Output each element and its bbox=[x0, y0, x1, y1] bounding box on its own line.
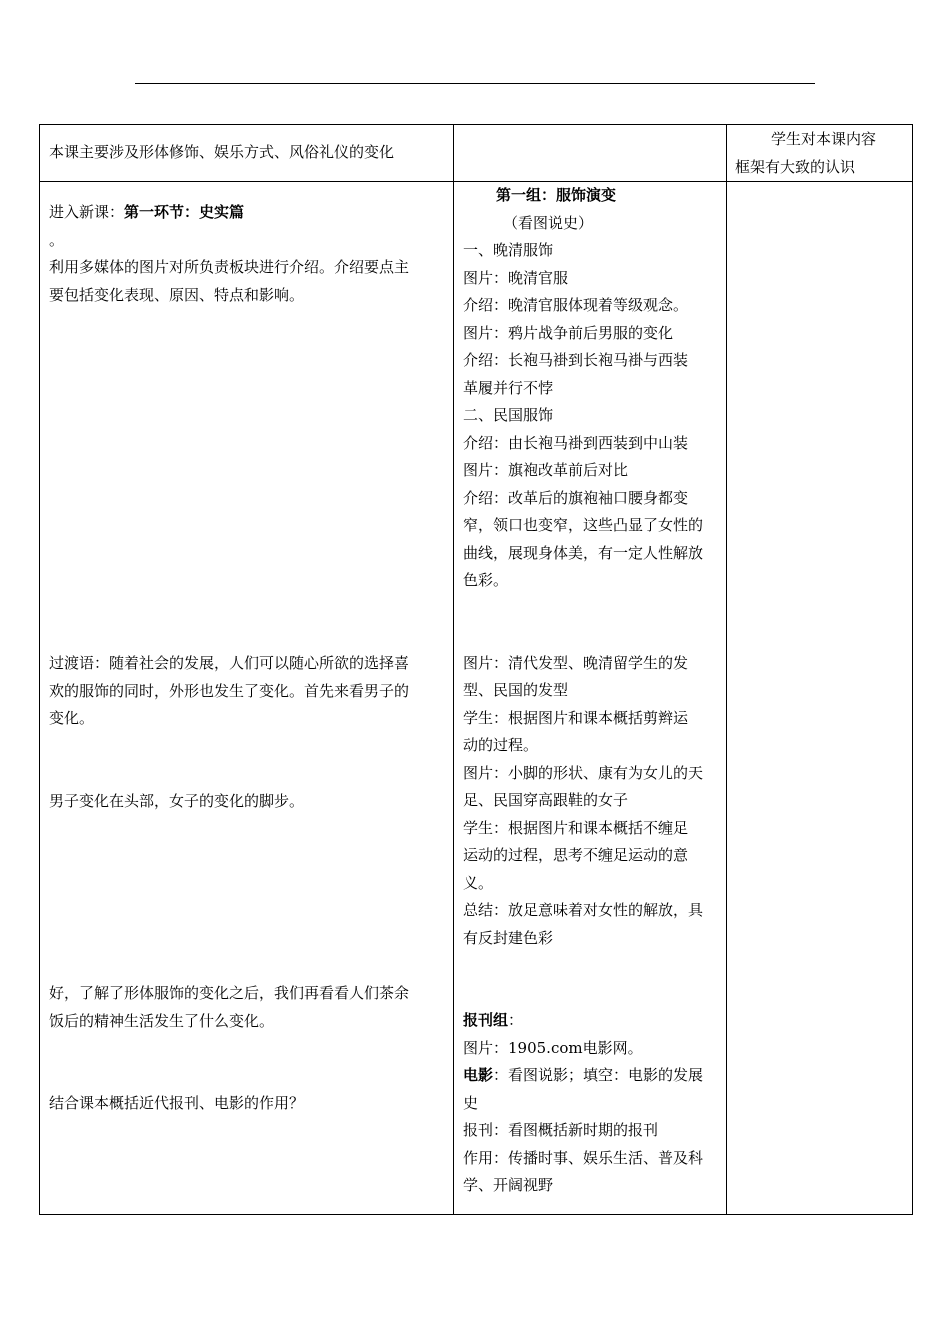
group-title: 第一组：服饰演变 bbox=[496, 186, 617, 204]
lesson-plan-table bbox=[39, 124, 913, 1215]
text-line: 报刊：看图概括新时期的报刊 bbox=[463, 1121, 659, 1139]
paragraph-line: 变化。 bbox=[49, 709, 95, 727]
text-line: 动的过程。 bbox=[463, 736, 539, 754]
empty-cell bbox=[454, 125, 727, 182]
group-subtitle: （看图说史） bbox=[503, 213, 594, 232]
goal-cell-empty bbox=[727, 182, 913, 1215]
text-line: 介绍：改革后的旗袍袖口腰身都变 bbox=[463, 488, 689, 507]
text-line: 作用：传播时事、娱乐生活、普及科 bbox=[463, 1148, 704, 1167]
text-line: 史 bbox=[463, 1093, 479, 1112]
text-line: 色彩。 bbox=[463, 571, 509, 589]
period-line: 。 bbox=[49, 230, 65, 249]
intro-prefix: 进入新课： bbox=[49, 203, 125, 221]
header-rule bbox=[135, 83, 815, 84]
goal-line: 框架有大致的认识 bbox=[735, 157, 856, 176]
hair-foot-lines bbox=[463, 650, 718, 953]
text-line: 二、民国服饰 bbox=[463, 406, 554, 424]
text-line: 足、民国穿高跟鞋的女子 bbox=[463, 791, 629, 809]
paragraph-line: 要包括变化表现、原因、特点和影响。 bbox=[49, 285, 305, 304]
text-line: 图片：鸦片战争前后男服的变化 bbox=[463, 323, 674, 342]
text-line: 窄，领口也变窄，这些凸显了女性的 bbox=[463, 516, 704, 534]
summary-cell bbox=[40, 125, 454, 182]
colon: ： bbox=[508, 1011, 524, 1029]
clothing-lines bbox=[463, 237, 718, 595]
lesson-summary: 本课主要涉及形体修饰、娱乐方式、风俗礼仪的变化 bbox=[49, 143, 395, 162]
paragraph-line: 利用多媒体的图片对所负责板块进行介绍。介绍要点主 bbox=[49, 258, 410, 276]
film-label: 电影 bbox=[463, 1066, 494, 1084]
group-title bbox=[463, 1007, 718, 1035]
paragraph-line: 好，了解了形体服饰的变化之后，我们再看看人们茶余 bbox=[49, 984, 410, 1002]
text-line: 学生：根据图片和课本概括剪辫运 bbox=[463, 708, 689, 727]
text-line: 介绍：长袍马褂到长袍马褂与西装 bbox=[463, 351, 689, 369]
text-line bbox=[463, 1062, 718, 1090]
text-line: 图片：小脚的形状、康有为女儿的天 bbox=[463, 763, 704, 782]
film-text: ：看图说影；填空：电影的发展 bbox=[493, 1066, 704, 1084]
text-line: 图片：晚清官服 bbox=[463, 268, 569, 287]
paragraph-line: 饭后的精神生活发生了什么变化。 bbox=[49, 1011, 275, 1030]
text-line: 介绍：由长袍马褂到西装到中山装 bbox=[463, 433, 689, 452]
goal-line: 学生对本课内容 bbox=[771, 130, 877, 148]
text-line: 总结：放足意味着对女性的解放，具 bbox=[463, 901, 704, 919]
text-line: 义。 bbox=[463, 873, 494, 892]
paragraph-line: 欢的服饰的同时，外形也发生了变化。首先来看男子的 bbox=[49, 681, 410, 700]
text-line: 曲线，展现身体美，有一定人性解放 bbox=[463, 543, 704, 562]
press-group-title: 报刊组 bbox=[463, 1011, 509, 1029]
paragraph-line: 结合课本概括近代报刊、电影的作用？ bbox=[49, 1094, 305, 1112]
text-line: 介绍：晚清官服体现着等级观念。 bbox=[463, 296, 689, 314]
text-line: 型、民国的发型 bbox=[463, 681, 569, 699]
teacher-activity-cell bbox=[40, 182, 454, 1215]
text-line: 学、开阔视野 bbox=[463, 1176, 554, 1194]
table-row bbox=[40, 125, 913, 182]
text-line: 图片：清代发型、晚清留学生的发 bbox=[463, 653, 689, 672]
student-activity-cell bbox=[454, 182, 727, 1215]
section-title: 第一环节：史实篇 bbox=[124, 203, 245, 221]
goal-cell bbox=[727, 125, 913, 182]
text-line: 图片：1905.com电影网。 bbox=[463, 1038, 643, 1057]
text-line: 运动的过程，思考不缠足运动的意 bbox=[463, 846, 689, 864]
text-line: 图片：旗袍改革前后对比 bbox=[463, 461, 629, 479]
paragraph-line: 过渡语：随着社会的发展，人们可以随心所欲的选择喜 bbox=[49, 654, 410, 672]
text-line: 革履并行不悖 bbox=[463, 378, 554, 397]
table-row bbox=[40, 182, 913, 1215]
text-line: 学生：根据图片和课本概括不缠足 bbox=[463, 818, 689, 837]
paragraph-line: 男子变化在头部，女子的变化的脚步。 bbox=[49, 791, 305, 810]
intro-line bbox=[49, 199, 445, 227]
text-line: 有反封建色彩 bbox=[463, 928, 554, 947]
text-line: 一、晚清服饰 bbox=[463, 241, 554, 259]
